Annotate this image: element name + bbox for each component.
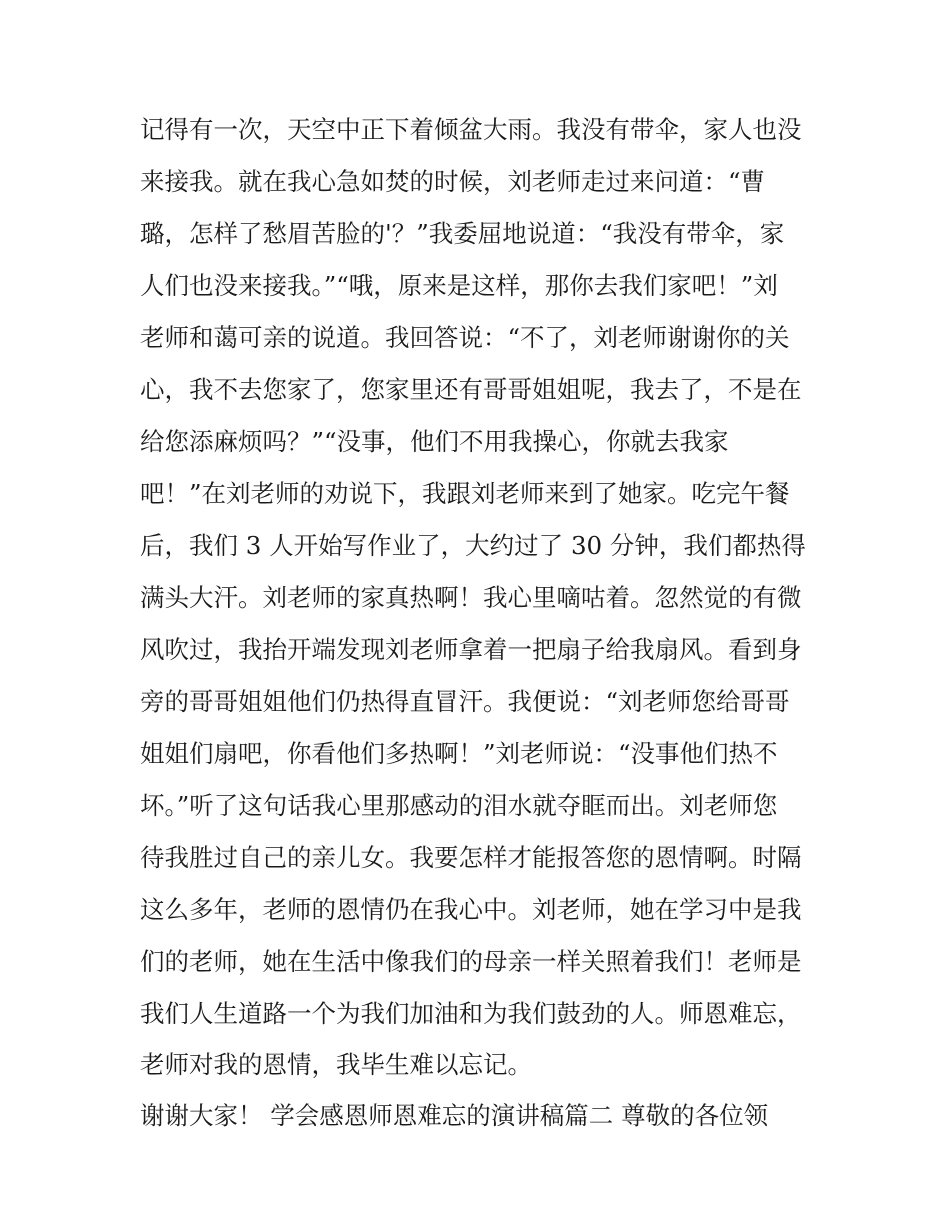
text-line: 姐姐们扇吧，你看他们多热啊！”刘老师说：“没事他们热不 (140, 739, 778, 768)
text-line: 满头大汗。刘老师的家真热啊！我心里嘀咕着。忽然觉的有微 (140, 583, 802, 612)
text-line: 后，我们 3 人开始写作业了，大约过了 30 分钟，我们都热得 (140, 531, 806, 560)
text-line: 璐，怎样了愁眉苦脸的'？”我委屈地说道：“我没有带伞，家 (140, 219, 785, 248)
text-line: 这么多年，老师的恩情仍在我心中。刘老师，她在学习中是我 (140, 895, 802, 924)
text-line: 心，我不去您家了，您家里还有哥哥姐姐呢，我去了，不是在 (140, 375, 802, 404)
text-line: 待我胜过自己的亲儿女。我要怎样才能报答您的恩情啊。时隔 (140, 843, 802, 872)
text-line: 老师对我的恩情，我毕生难以忘记。 (140, 1050, 532, 1079)
text-line: 我们人生道路一个为我们加油和为我们鼓劲的人。师恩难忘， (140, 999, 802, 1028)
text-line: 记得有一次，天空中正下着倾盆大雨。我没有带伞，家人也没 (140, 115, 802, 144)
text-line: 风吹过，我抬开端发现刘老师拿着一把扇子给我扇风。看到身 (140, 635, 802, 664)
text-line: 老师和蔼可亲的说道。我回答说：“不了，刘老师谢谢你的关 (140, 323, 790, 352)
body-text (140, 104, 820, 1142)
text-line: 旁的哥哥姐姐他们仍热得直冒汗。我便说：“刘老师您给哥哥 (140, 687, 790, 716)
text-line: 人们也没来接我。”“哦，原来是这样，那你去我们家吧！”刘 (140, 271, 778, 300)
text-line: 们的老师，她在生活中像我们的母亲一样关照着我们！老师是 (140, 947, 802, 976)
text-line: 给您添麻烦吗？”“没事，他们不用我操心，你就去我家 (140, 427, 729, 456)
text-line: 谢谢大家！ 学会感恩师恩难忘的演讲稿篇二 尊敬的各位领 (140, 1101, 769, 1130)
text-line: 来接我。就在我心急如焚的时候，刘老师走过来问道：“曹 (140, 167, 766, 196)
text-line: 坏。”听了这句话我心里那感动的泪水就夺眶而出。刘老师您 (140, 791, 778, 820)
text-line: 吧！”在刘老师的劝说下，我跟刘老师来到了她家。吃完午餐 (140, 479, 790, 508)
